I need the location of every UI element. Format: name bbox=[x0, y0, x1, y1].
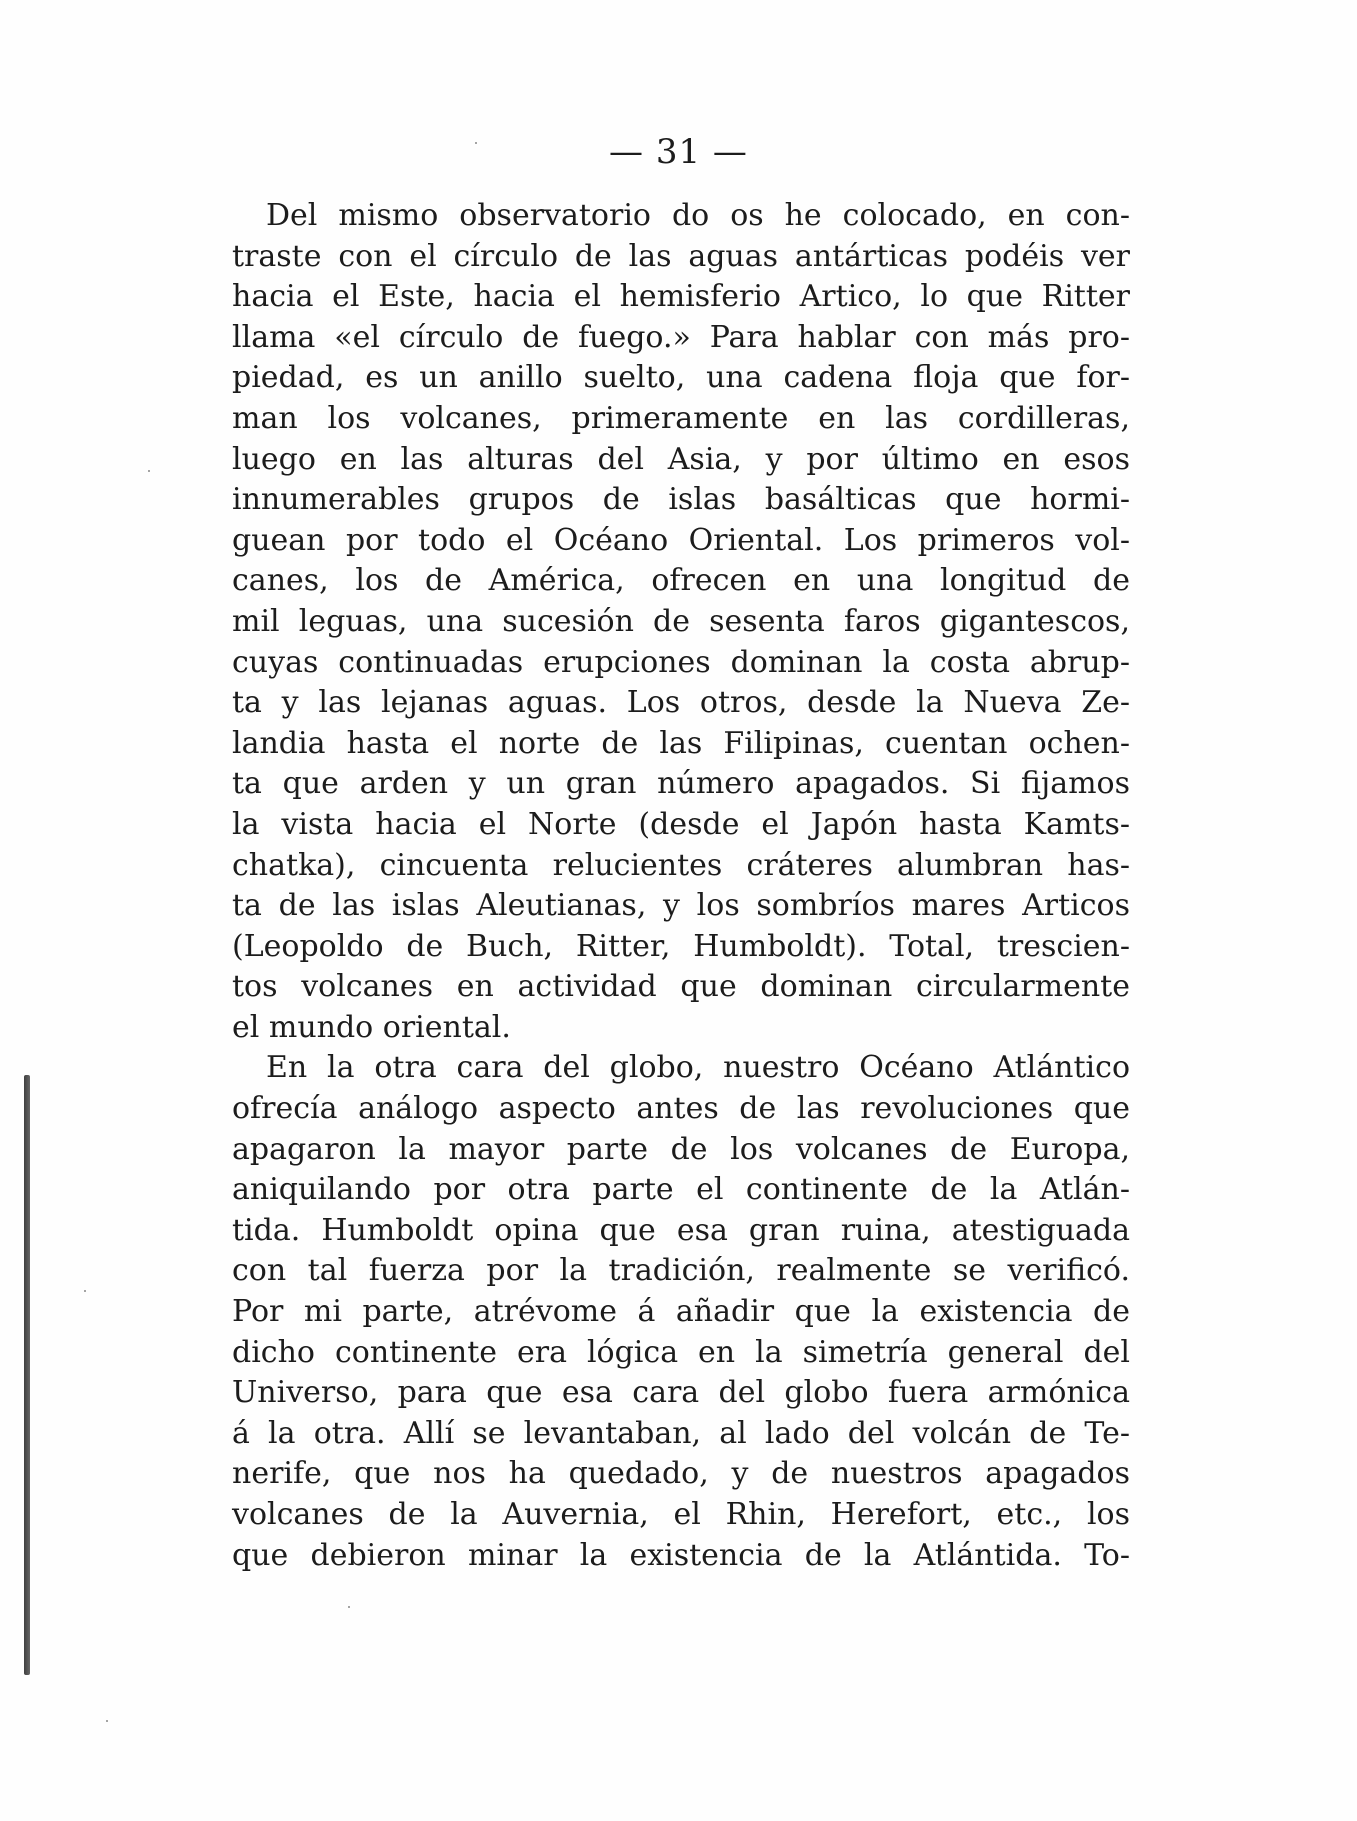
text-line: tida. Humboldt opina que esa gran ruina, atestiguada bbox=[232, 1212, 1130, 1248]
text-line: dicho continente era lógica en la simetría general del bbox=[232, 1334, 1130, 1370]
text-line: ta de las islas Aleutianas, y los sombríos mares Articos bbox=[232, 888, 1130, 924]
body-text bbox=[232, 196, 1130, 1576]
scan-speck bbox=[106, 1720, 108, 1722]
text-line: canes, los de América, ofrecen en una longitud de bbox=[232, 563, 1130, 599]
text-line: chatka), cincuenta relucientes cráteres alumbran has- bbox=[232, 847, 1130, 883]
text-line: hacia el Este, hacia el hemisferio Artico, lo que Ritter bbox=[232, 279, 1130, 315]
binding-edge-mark bbox=[24, 1075, 30, 1675]
text-line: á la otra. Allí se levantaban, al lado del volcán de Te- bbox=[232, 1415, 1130, 1451]
scan-speck bbox=[348, 1606, 350, 1608]
text-line: aniquilando por otra parte el continente de la Atlán- bbox=[232, 1172, 1130, 1208]
page-number: — 31 — bbox=[609, 132, 748, 172]
text-line: nerife, que nos ha quedado, y de nuestros apagados bbox=[232, 1456, 1130, 1492]
text-line: ta que arden y un gran número apagados. Si fijamos bbox=[232, 766, 1130, 802]
text-line: luego en las alturas del Asia, y por último en esos bbox=[232, 441, 1130, 477]
text-line: landia hasta el norte de las Filipinas, cuentan ochen- bbox=[232, 725, 1130, 761]
text-line: tos volcanes en actividad que dominan circularmente bbox=[232, 969, 1130, 1005]
text-line: cuyas continuadas erupciones dominan la costa abrup- bbox=[232, 644, 1130, 680]
paragraph-2 bbox=[232, 1048, 1130, 1576]
text-line: ofrecía análogo aspecto antes de las revoluciones que bbox=[232, 1091, 1130, 1127]
text-line: mil leguas, una sucesión de sesenta faros gigantescos, bbox=[232, 603, 1130, 639]
text-line: En la otra cara del globo, nuestro Océano Atlántico bbox=[266, 1050, 1130, 1086]
text-line: apagaron la mayor parte de los volcanes de Europa, bbox=[232, 1131, 1130, 1167]
text-line: Del mismo observatorio do os he colocado, en con- bbox=[266, 198, 1130, 233]
text-line: guean por todo el Océano Oriental. Los primeros vol- bbox=[232, 522, 1130, 558]
text-line: traste con el círculo de las aguas antárticas podéis ver bbox=[232, 238, 1130, 274]
text-line: ta y las lejanas aguas. Los otros, desde la Nueva Ze- bbox=[232, 685, 1130, 721]
text-line: Por mi parte, atrévome á añadir que la existencia de bbox=[232, 1294, 1130, 1330]
scan-speck bbox=[148, 470, 150, 472]
text-line: Universo, para que esa cara del globo fuera armónica bbox=[232, 1375, 1130, 1411]
text-line: innumerables grupos de islas basálticas que hormi- bbox=[232, 482, 1130, 518]
text-line: el mundo oriental. bbox=[232, 1009, 511, 1045]
scan-speck bbox=[84, 1290, 86, 1292]
text-line: que debieron minar la existencia de la Atlántida. To- bbox=[232, 1537, 1130, 1573]
scan-speck bbox=[475, 142, 477, 144]
text-line: con tal fuerza por la tradición, realmente se verificó. bbox=[232, 1253, 1130, 1289]
text-line: la vista hacia el Norte (desde el Japón hasta Kamts- bbox=[232, 806, 1130, 842]
text-line: llama «el círculo de fuego.» Para hablar con más pro- bbox=[232, 319, 1130, 355]
text-line: man los volcanes, primeramente en las cordilleras, bbox=[232, 400, 1130, 436]
text-line: piedad, es un anillo suelto, una cadena floja que for- bbox=[232, 360, 1130, 396]
paragraph-1 bbox=[232, 196, 1130, 1048]
text-line: volcanes de la Auvernia, el Rhin, Herefort, etc., los bbox=[232, 1497, 1130, 1532]
text-line: (Leopoldo de Buch, Ritter, Humboldt). Total, trescien- bbox=[232, 928, 1130, 964]
